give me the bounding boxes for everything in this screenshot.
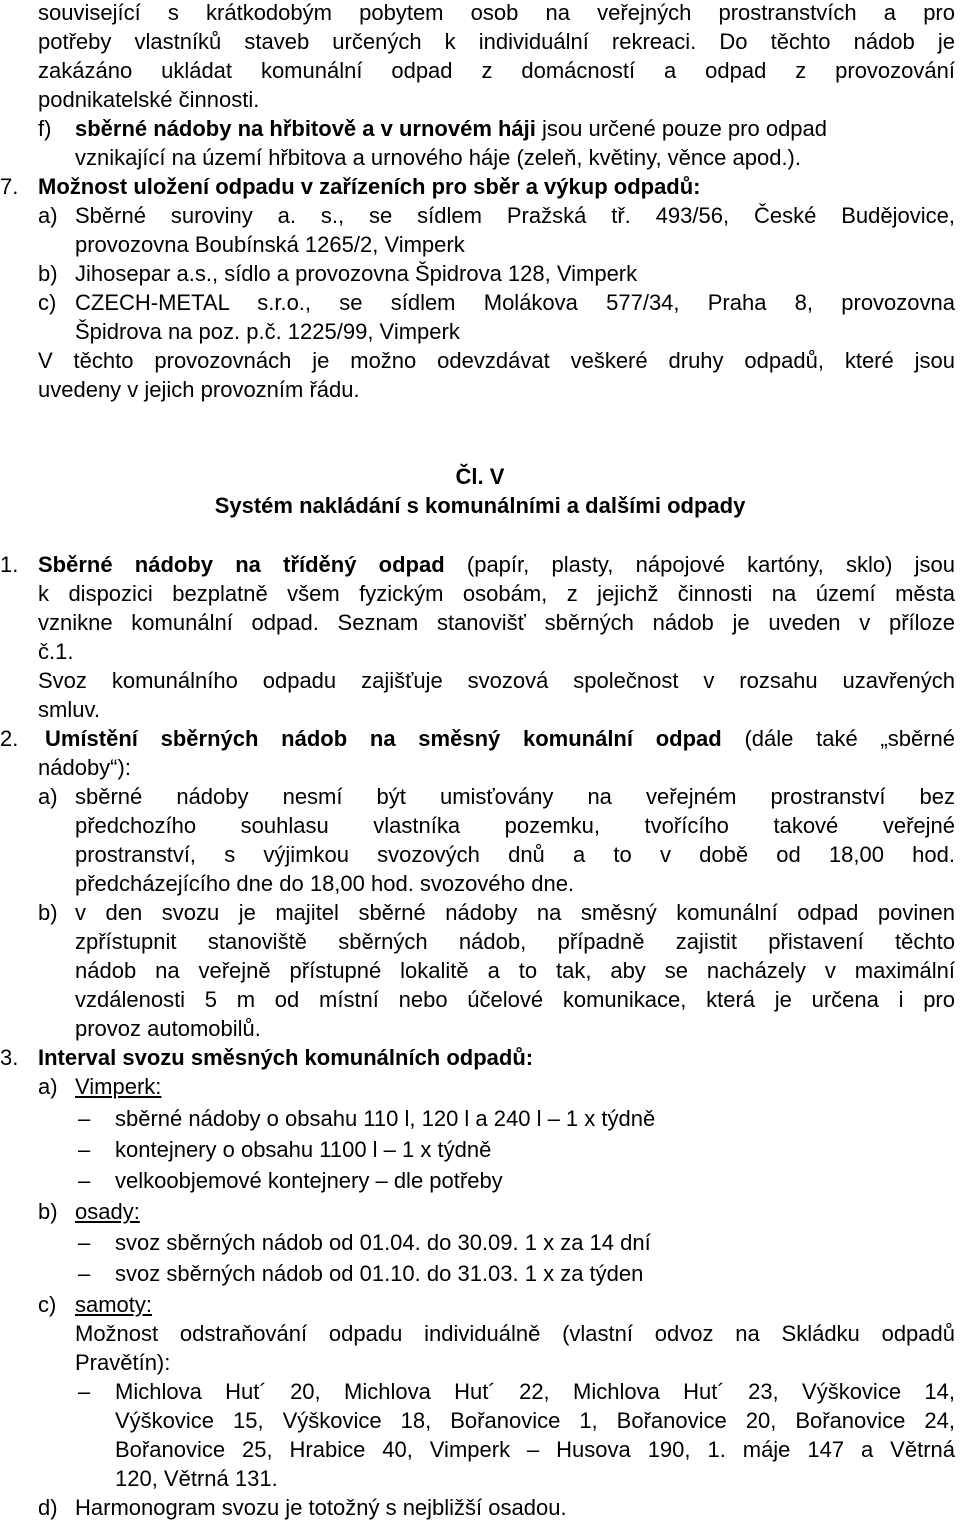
bullet-item: kontejnery o obsahu 1100 l – 1 x týdně <box>115 1137 492 1162</box>
list-item-text: předchozího souhlasu vlastníka pozemku, tvořícího takové veřejné <box>75 813 955 838</box>
list-item-text: nádob na veřejně přístupné lokalitě a to tak, aby se nacházely v maximální <box>75 958 955 983</box>
list-item-text: Pravětín): <box>75 1350 171 1375</box>
list-item-text: předcházejícího dne do 18,00 hod. svozového dne. <box>75 871 575 896</box>
list-marker: b) <box>38 900 58 925</box>
paragraph-line: Svoz komunálního odpadu zajišťuje svozová společnost v rozsahu uzavřených <box>38 668 955 693</box>
item-heading: Možnost uložení odpadu v zařízeních pro sběr a výkup odpadů: <box>38 174 701 199</box>
item-number: 1. <box>0 552 19 577</box>
bullet-item: Michlova Hut´ 20, Michlova Hut´ 22, Michlova Hut´ 23, Výškovice 14, <box>115 1379 955 1404</box>
paragraph-line <box>45 724 955 753</box>
bold-term: Umístění sběrných nádob na směsný komunální odpad <box>45 726 722 751</box>
list-item-text: vznikající na území hřbitova a urnového háje (zeleň, květiny, věnce apod.). <box>75 145 801 170</box>
bullet-item: Bořanovice 25, Hrabice 40, Vimperk – Husova 190, 1. máje 147 a Větrná <box>115 1437 955 1462</box>
list-item-text: sběrné nádoby nesmí být umisťovány na veřejném prostranství bez <box>75 784 955 809</box>
paragraph-line: vznikne komunální odpad. Seznam stanovišť sběrných nádob je uveden v příloze <box>38 610 955 635</box>
item-heading: Interval svozu směsných komunálních odpadů: <box>38 1045 534 1070</box>
list-marker: f) <box>38 116 52 141</box>
list-marker: c) <box>38 1292 57 1317</box>
list-marker: a) <box>38 784 58 809</box>
list-item-text: provozovna Boubínská 1265/2, Vimperk <box>75 232 465 257</box>
text-run: (papír, plasty, nápojové kartóny, sklo) jsou <box>444 552 955 577</box>
bold-term: sběrné nádoby na hřbitově a v urnovém háji <box>75 116 536 141</box>
paragraph-line: uvedeny v jejich provozním řádu. <box>38 377 360 402</box>
sublist-label: samoty: <box>75 1292 153 1317</box>
list-marker: d) <box>38 1495 58 1520</box>
list-item-text: Možnost odstraňování odpadu individuálně (vlastní odvoz na Skládku odpadů <box>75 1321 955 1346</box>
paragraph-line: související s krátkodobým pobytem osob na veřejných prostranstvích a pro <box>38 0 955 25</box>
item-number: 2. <box>0 726 19 751</box>
bullet-item: 120, Větrná 131. <box>115 1466 278 1491</box>
list-item-text: prostranství, s výjimkou svozových dnů a to v době od 18,00 hod. <box>75 842 955 867</box>
list-item-text: Špidrova na poz. p.č. 1225/99, Vimperk <box>75 319 460 344</box>
sublist-label: Vimperk: <box>75 1074 162 1099</box>
paragraph-line <box>38 550 955 579</box>
list-item-text: Harmonogram svozu je totožný s nejbližší osadou. <box>75 1495 567 1520</box>
paragraph-line: nádoby“): <box>38 755 131 780</box>
paragraph-line: V těchto provozovnách je možno odevzdávat veškeré druhy odpadů, které jsou <box>38 348 955 373</box>
paragraph-line: potřeby vlastníků staveb určených k individuální rekreaci. Do těchto nádob je <box>38 29 955 54</box>
item-number: 3. <box>0 1045 19 1070</box>
list-item-text: vzdálenosti 5 m od místní nebo účelové komunikace, která je určena i pro <box>75 987 955 1012</box>
bullet-item: sběrné nádoby o obsahu 110 l, 120 l a 240 l – 1 x týdně <box>115 1106 656 1131</box>
list-item-text: zpřístupnit stanoviště sběrných nádob, případně zajistit přistavení těchto <box>75 929 955 954</box>
article-number: Čl. V <box>455 464 505 489</box>
dash-bullet: – <box>78 1230 91 1255</box>
list-marker: a) <box>38 1074 58 1099</box>
list-item-text: CZECH-METAL s.r.o., se sídlem Molákova 577/34, Praha 8, provozovna <box>75 290 955 315</box>
list-item-text <box>75 114 827 143</box>
list-item-text: Sběrné suroviny a. s., se sídlem Pražská tř. 493/56, České Budějovice, <box>75 203 955 228</box>
dash-bullet: – <box>78 1379 91 1404</box>
list-item-text: provoz automobilů. <box>75 1016 261 1041</box>
bullet-item: Výškovice 15, Výškovice 18, Bořanovice 1, Bořanovice 20, Bořanovice 24, <box>115 1408 955 1433</box>
sublist-label: osady: <box>75 1199 140 1224</box>
dash-bullet: – <box>78 1106 91 1131</box>
paragraph-line: smluv. <box>38 697 100 722</box>
dash-bullet: – <box>78 1137 91 1162</box>
item-number: 7. <box>0 174 19 199</box>
list-marker: b) <box>38 261 58 286</box>
dash-bullet: – <box>78 1261 91 1286</box>
bullet-item: svoz sběrných nádob od 01.04. do 30.09. 1 x za 14 dní <box>115 1230 651 1255</box>
list-marker: a) <box>38 203 58 228</box>
article-title: Systém nakládání s komunálními a dalšími odpady <box>214 493 746 518</box>
bullet-item: svoz sběrných nádob od 01.10. do 31.03. 1 x za týden <box>115 1261 644 1286</box>
bullet-item: velkoobjemové kontejnery – dle potřeby <box>115 1168 503 1193</box>
text-run: (dále také „sběrné <box>721 726 956 751</box>
paragraph-line: č.1. <box>38 639 74 664</box>
list-marker: b) <box>38 1199 58 1224</box>
list-marker: c) <box>38 290 57 315</box>
paragraph-line: podnikatelské činnosti. <box>38 87 260 112</box>
list-item-text: Jihosepar a.s., sídlo a provozovna Špidrova 128, Vimperk <box>75 261 638 286</box>
paragraph-line: k dispozici bezplatně všem fyzickým osobám, z jejichž činnosti na území města <box>38 581 955 606</box>
dash-bullet: – <box>78 1168 91 1193</box>
bold-term: Sběrné nádoby na tříděný odpad <box>38 552 445 577</box>
list-item-text: v den svozu je majitel sběrné nádoby na směsný komunální odpad povinen <box>75 900 955 925</box>
text-run: jsou určené pouze pro odpad <box>535 116 828 141</box>
paragraph-line: zakázáno ukládat komunální odpad z domácností a odpad z provozování <box>38 58 955 83</box>
